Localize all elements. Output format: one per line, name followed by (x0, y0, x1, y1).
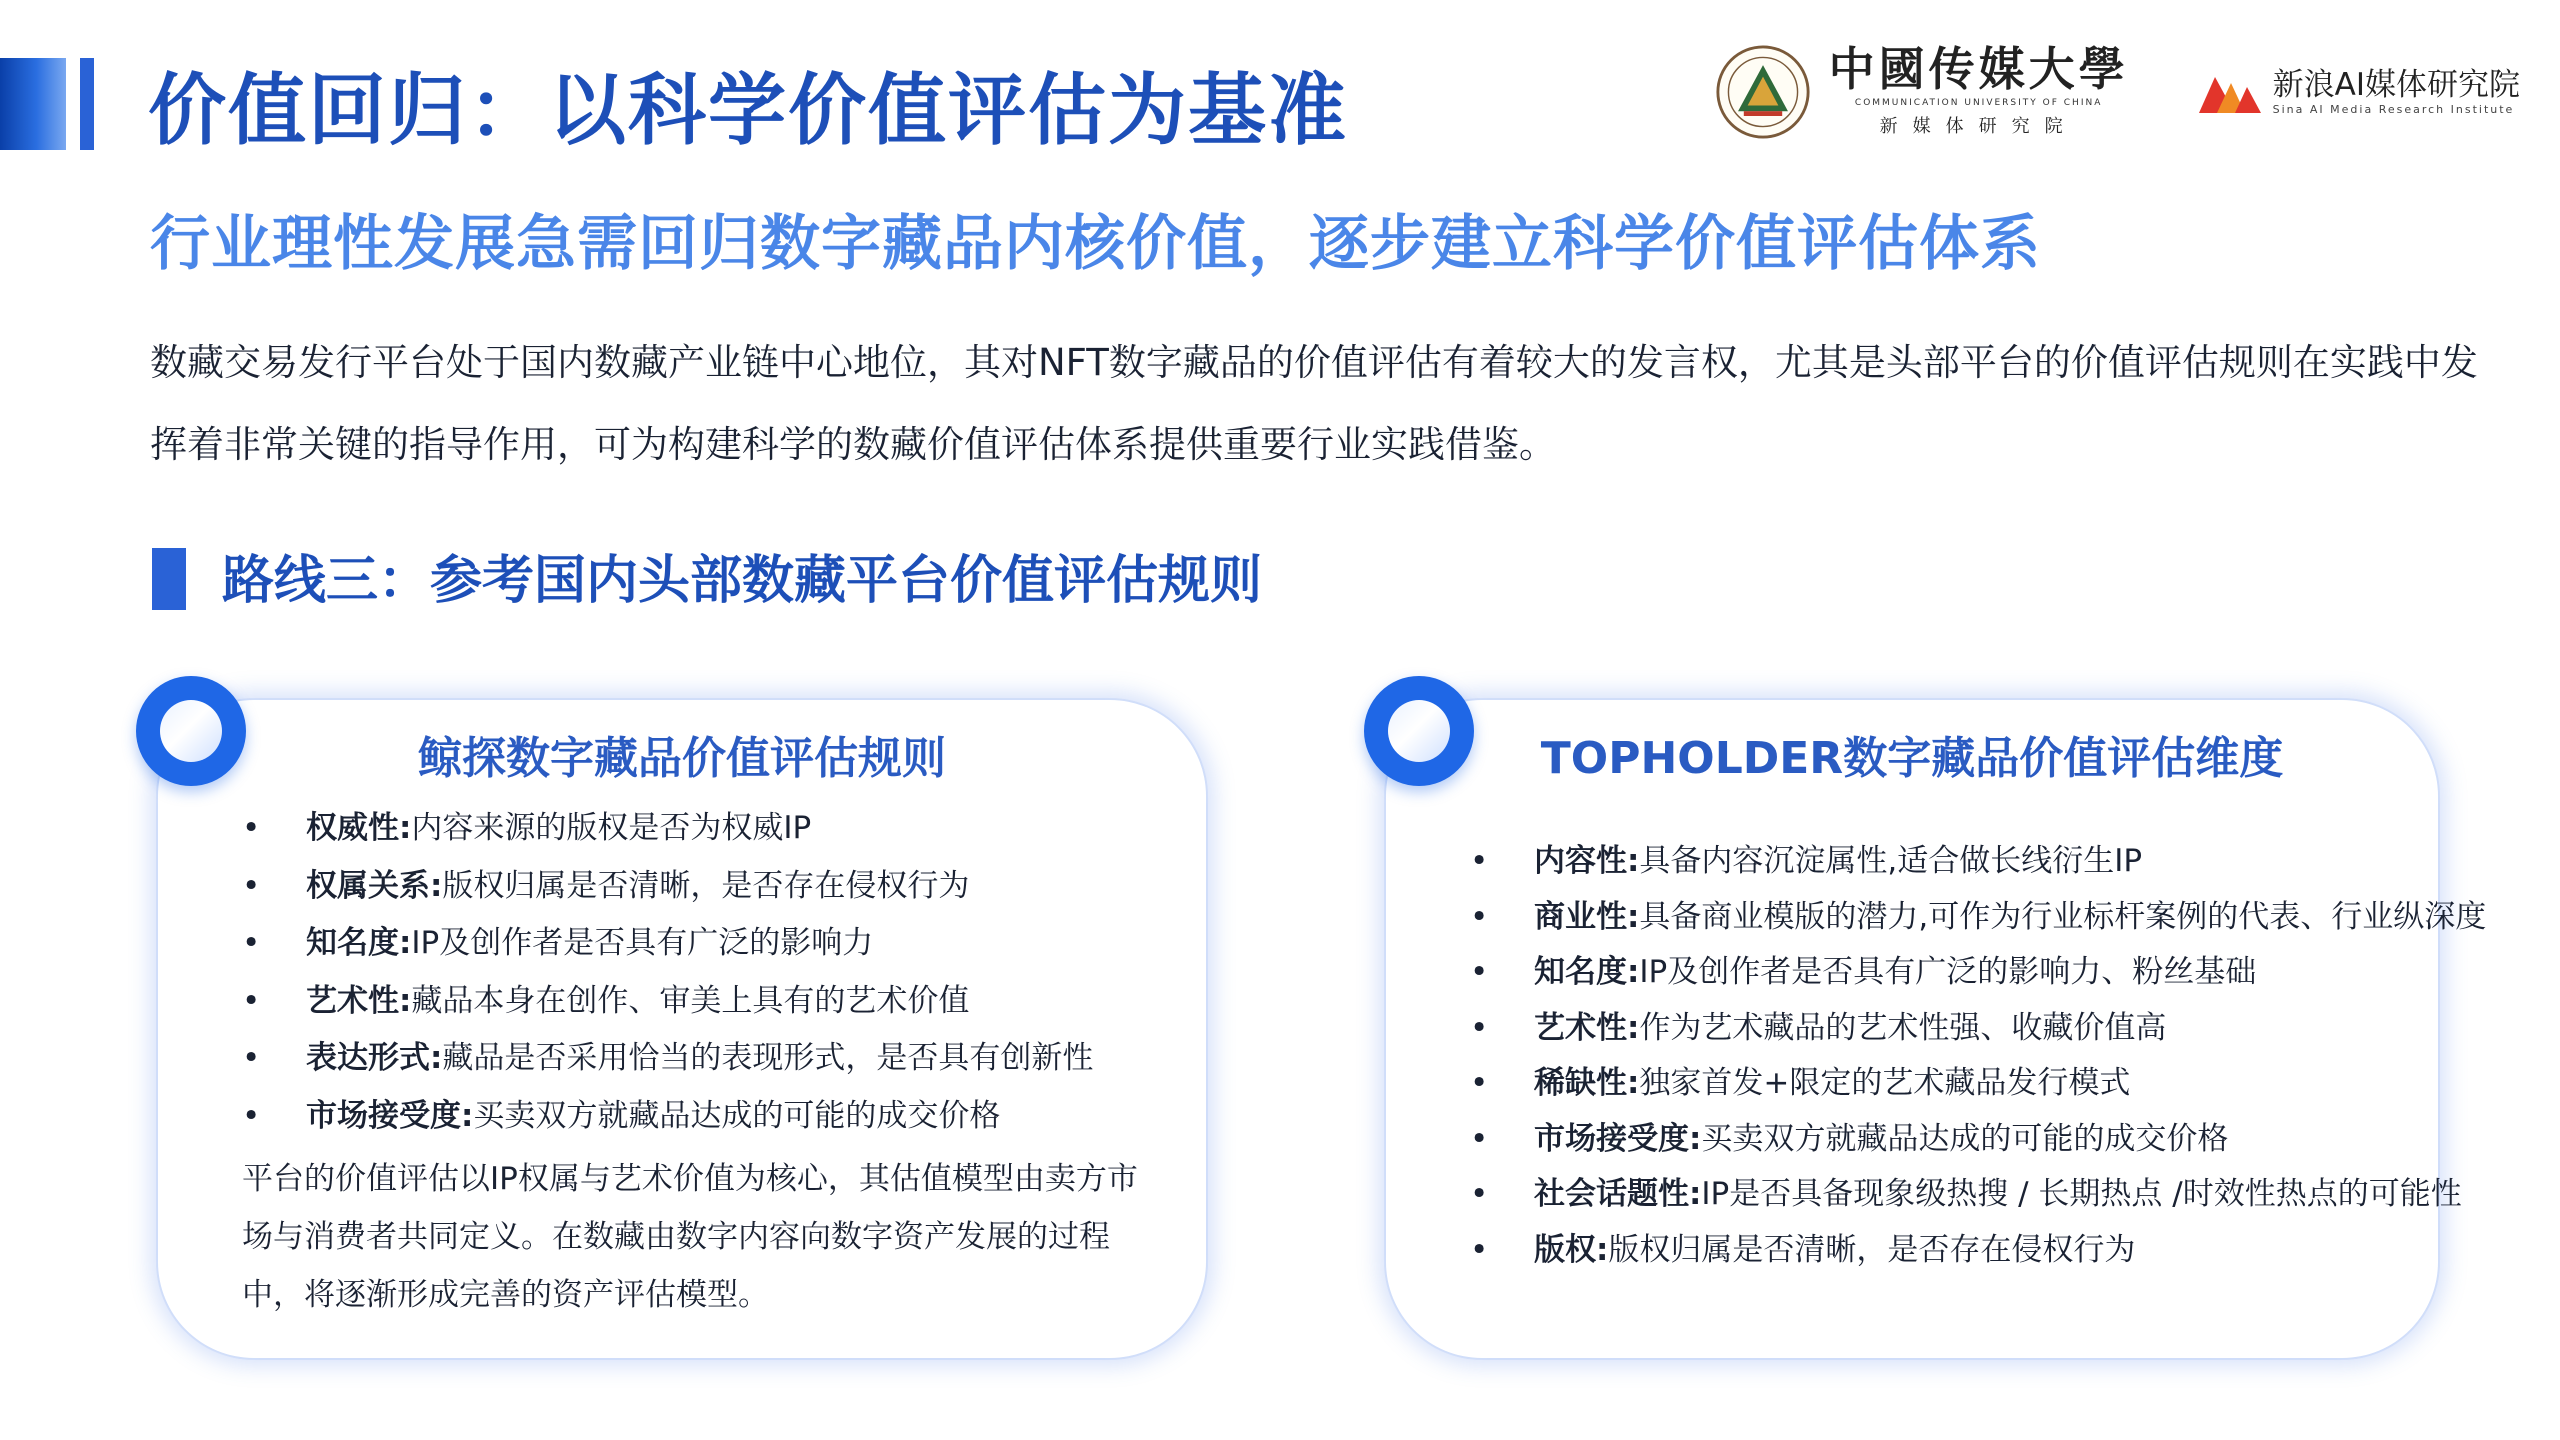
item-text: 版权归属是否清晰，是否存在侵权行为 (1608, 1231, 2136, 1268)
item-text: 独家首发+限定的艺术藏品发行模式 (1639, 1065, 2131, 1101)
list-item (242, 800, 1093, 858)
item-text: 作为艺术藏品的艺术性强、收藏价值高 (1639, 1009, 2167, 1046)
ring-bullet-icon (1364, 676, 1474, 786)
item-text: 藏品是否采用恰当的表现形式，是否具有创新性 (442, 1040, 1094, 1076)
list-item (1470, 945, 2486, 1001)
list-item (242, 915, 1093, 973)
header-accent-bar (0, 58, 66, 150)
item-text: IP及创作者是否具有广泛的影响力 (411, 925, 874, 961)
item-text: 具备商业模版的潜力,可作为行业标杆案例的代表、行业纵深度 (1639, 898, 2487, 935)
item-label: 社会话题性: (1534, 1176, 1702, 1212)
cuc-seal-icon (1715, 44, 1811, 140)
list-item (1470, 834, 2486, 890)
jingtan-card-note: 平台的价值评估以IP权属与艺术价值为核心，其估值模型由卖方市场与消费者共同定义。在数藏由数字内容向数字资产发展的过程中，将逐渐形成完善的资产评估模型。 (242, 1161, 1138, 1313)
item-label: 商业性: (1534, 898, 1640, 935)
header-accent-stripe (80, 58, 94, 150)
cuc-name: 中國传媒大學 (1828, 42, 2129, 96)
page-subtitle: 行业理性发展急需回归数字藏品内核价值，逐步建立科学价值评估体系 (150, 209, 2041, 279)
list-item (1470, 1112, 2486, 1168)
sina-name: 新浪AI媒体研究院 (2272, 67, 2520, 104)
jingtan-card (158, 700, 1206, 1358)
route-title: 路线三：参考国内头部数藏平台价值评估规则 (222, 551, 1263, 611)
list-item (1470, 1056, 2486, 1112)
item-text: IP是否具备现象级热搜 / 长期热点 /时效性热点的可能性 (1701, 1176, 2462, 1212)
sina-english-name: Sina AI Media Research Institute (2272, 102, 2515, 116)
item-text: 买卖双方就藏品达成的可能的成交价格 (1701, 1120, 2229, 1157)
item-text: IP及创作者是否具有广泛的影响力、粉丝基础 (1639, 954, 2257, 990)
sina-mark-icon (2199, 69, 2261, 115)
item-label: 稀缺性: (1534, 1065, 1640, 1101)
list-item (242, 858, 1093, 916)
item-label: 版权: (1534, 1231, 1609, 1268)
item-label: 市场接受度: (1534, 1120, 1702, 1157)
intro-paragraph: 数藏交易发行平台处于国内数藏产业链中心地位，其对NFT数字藏品的价值评估有着较大的发言权，尤其是头部平台的价值评估规则在实践中发挥着非常关键的指导作用，可为构建科学的数藏价值评估体系提供重要行业实践借鉴。 (150, 341, 2478, 466)
route-accent-bar (152, 548, 186, 610)
item-label: 知名度: (306, 925, 412, 961)
page-title: 价值回归：以科学价值评估为基准 (148, 66, 1349, 156)
item-text: 版权归属是否清晰，是否存在侵权行为 (442, 867, 970, 904)
list-item (242, 1030, 1093, 1088)
cuc-logo (1715, 44, 2129, 140)
list-item (1470, 1167, 2486, 1223)
item-label: 艺术性: (306, 982, 412, 1019)
topholder-card-title: TOPHOLDER数字藏品价值评估维度 (1540, 733, 2284, 784)
list-item (242, 973, 1093, 1031)
topholder-card (1386, 700, 2487, 1358)
cuc-english-name: COMMUNICATION UNIVERSITY OF CHINA (1854, 98, 2103, 108)
item-label: 艺术性: (1534, 1009, 1640, 1046)
jingtan-card-title: 鲸探数字藏品价值评估规则 (418, 733, 946, 784)
list-item (1470, 1001, 2486, 1057)
item-text: 内容来源的版权是否为权威IP (411, 810, 812, 846)
topholder-criteria-list (1470, 834, 2486, 1278)
list-item (1470, 1223, 2486, 1279)
item-label: 市场接受度: (306, 1097, 474, 1134)
cuc-institute-name: 新媒体研究院 (1879, 116, 2078, 137)
logo-group (1715, 44, 2520, 140)
jingtan-criteria-list (242, 800, 1093, 1145)
item-label: 权威性: (306, 810, 412, 846)
list-item (1470, 890, 2486, 946)
item-label: 表达形式: (306, 1040, 443, 1076)
sina-logo (2199, 68, 2520, 115)
item-label: 权属关系: (306, 867, 443, 904)
ring-bullet-icon (136, 676, 246, 786)
item-text: 具备内容沉淀属性,适合做长线衍生IP (1639, 843, 2143, 879)
item-label: 内容性: (1534, 843, 1640, 879)
list-item (242, 1088, 1093, 1146)
item-text: 藏品本身在创作、审美上具有的艺术价值 (411, 982, 970, 1019)
item-text: 买卖双方就藏品达成的可能的成交价格 (473, 1097, 1001, 1134)
item-label: 知名度: (1534, 954, 1640, 990)
